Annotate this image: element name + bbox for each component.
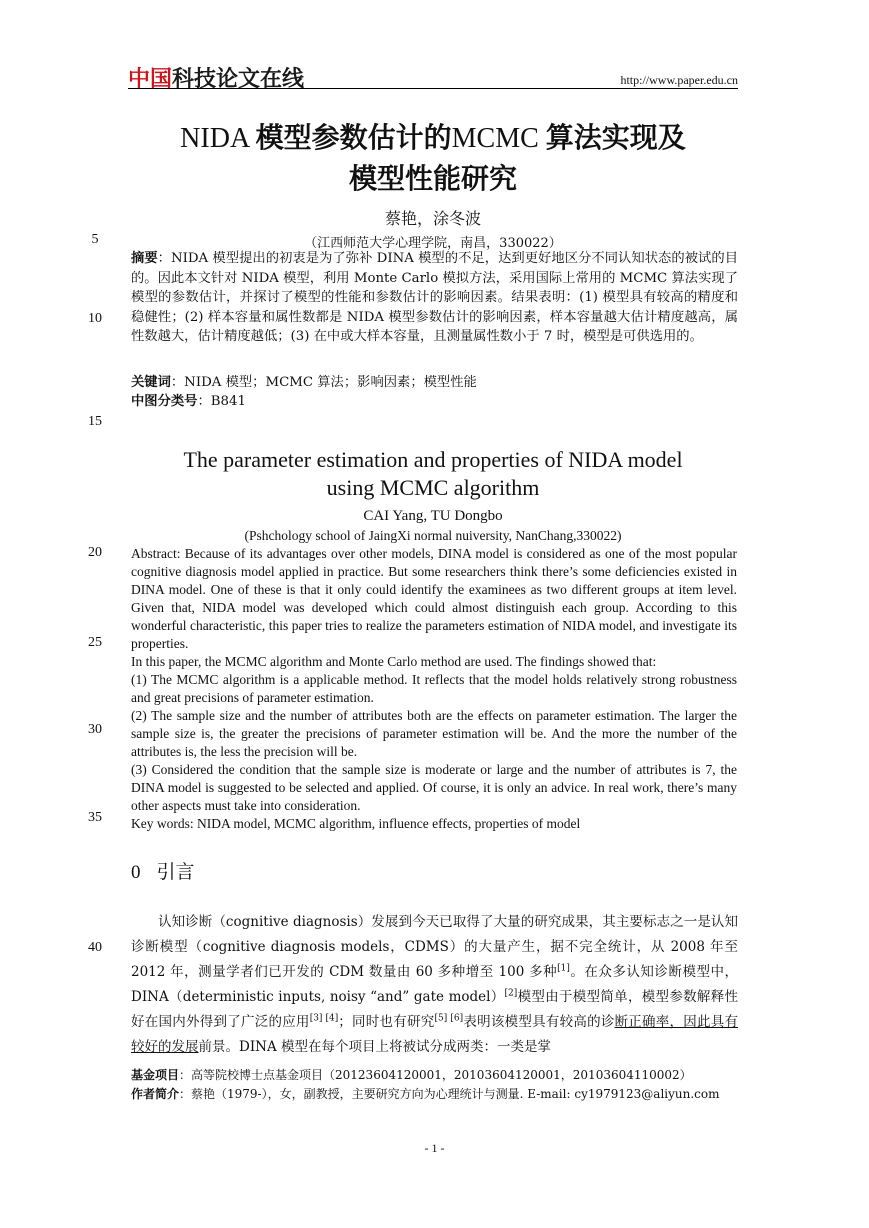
line-number: 10 <box>88 311 102 326</box>
keywords-cn-text: ：NIDA 模型；MCMC 算法；影响因素；模型性能 <box>170 375 477 390</box>
funding-text: ：高等院校博士点基金项目（20123604120001，20103604120001，20103604110002） <box>179 1068 692 1082</box>
section-heading-intro <box>131 857 195 884</box>
body-text: ；同时也有研究 <box>338 1014 435 1030</box>
keywords-cn-label: 关键词 <box>131 375 171 390</box>
footnote-funding <box>131 1066 692 1083</box>
author-info-text: ：蔡艳（1979-），女，副教授，主要研究方向为心理统计与测量. E-mail: cy1979123@aliyun.com <box>179 1087 720 1101</box>
title-cn-part: 算法实现及 <box>545 121 686 154</box>
title-cn-part: MCMC <box>451 123 546 154</box>
body-text: 模型由于模型简单，模型参数解释性好在国内外得到了广泛的应用 <box>131 989 738 1030</box>
footnote-author <box>131 1085 720 1102</box>
affiliation-chinese: （江西师范大学心理学院，南昌，330022） <box>304 236 562 251</box>
body-text: 前景。DINA 模型在每个项目上将被试分成两类：一类是掌 <box>198 1039 552 1055</box>
abstract-english <box>131 545 737 833</box>
line-number: 15 <box>88 414 102 429</box>
title-cn-part: NIDA <box>180 123 256 154</box>
funding-label: 基金项目 <box>131 1068 180 1082</box>
title-english <box>128 446 738 502</box>
classification-label: 中图分类号 <box>131 394 198 409</box>
title-en-line2: using MCMC algorithm <box>326 475 540 500</box>
abstract-cn-text: ：NIDA 模型提出的初衷是为了弥补 DINA 模型的不足，达到更好地区分不同认知状态的被试的目的。因此本文针对 NIDA 模型，利用 Monte Carlo 模拟方法，采用国际上常用的 MCMC 算法实现了模型的参数估计，并探讨了模型的性能和参数估计的影响因素。结果表明：(1) 模型具有较高的精度和稳健性；(2) 样本容量和属性数都是 NIDA 模型参数估计的影响因素，样本容量越大估计精度越高，属性数越大，估计精度越低；(3) 在中或大样本容量，且测量属性数小于 7 时，模型是可供选用的。 <box>131 251 739 344</box>
abstract-en-paragraph: (1) The MCMC algorithm is a applicable method. It reflects that the model holds relatively strong robustness and great precisions of parameter estimation. <box>131 672 737 705</box>
abstract-en-paragraph: (3) Considered the condition that the sample size is moderate or large and the number of attributes is 7, the DINA model is suggested to be selected and applied. Of course, it is only an advice. In real work, there’s many other aspects must take into consideration. <box>131 762 737 813</box>
citation[interactable]: [3] [4] <box>309 1013 339 1024</box>
logo-part-name: 科技论文在线 <box>172 67 305 92</box>
keywords-chinese <box>131 371 477 390</box>
title-chinese <box>128 118 738 199</box>
line-number: 25 <box>88 635 102 650</box>
title-cn-line2: 模型性能研究 <box>348 162 517 195</box>
abstract-cn-label: 摘要 <box>131 251 158 266</box>
author-info-label: 作者简介 <box>131 1087 180 1101</box>
header-rule <box>128 88 738 89</box>
classification-chinese <box>131 390 246 409</box>
section-title: 引言 <box>156 861 195 883</box>
body-text: 认知诊断（cognitive diagnosis）发展到今天已取得了大量的研究成果，其主要标志之一是认知诊断模型（cognitive diagnosis models，CDMS）的大量产生，据不完全统计，从 2008 年至 2012 年，测量学者们已开发的 CDM 数量由 60 多种增至 100 多种 <box>131 914 738 980</box>
classification-text: ：B841 <box>197 394 246 409</box>
citation[interactable]: [2] <box>504 988 518 999</box>
abstract-chinese <box>131 249 738 347</box>
body-text: 表明该模型具有较高的诊 <box>463 1014 615 1030</box>
line-number: 35 <box>88 810 102 825</box>
section-number: 0 <box>131 862 141 883</box>
line-number: 20 <box>88 545 102 560</box>
abstract-en-paragraph: In this paper, the MCMC algorithm and Monte Carlo method are used. The findings showed that: <box>131 654 657 669</box>
authors-chinese: 蔡艳，涂冬波 <box>384 209 481 228</box>
logo-part-china: 中国 <box>128 67 173 92</box>
affiliation-english: (Pshchology school of JaingXi normal nuiversity, NanChang,330022) <box>244 528 622 543</box>
abstract-en-paragraph: Abstract: Because of its advantages over other models, DINA model is considered as one of the most popular cognitive diagnosis model applied in practice. But some researchers think there’s some deficiencies existed in DINA model. One of these is that it only could identify the examinees as two different groups at item level. Given that, NIDA model was developed which could almost distinguish each group. According to this wonderful characteristic, this paper tries to realize the parameters estimation of NIDA model, and investigate its properties. <box>131 546 737 651</box>
citation[interactable]: [5] [6] <box>434 1013 464 1024</box>
title-cn-part: 模型参数估计的 <box>255 121 452 154</box>
keywords-english: Key words: NIDA model, MCMC algorithm, influence effects, properties of model <box>131 816 581 831</box>
page-number: - 1 - <box>424 1141 445 1155</box>
citation[interactable]: [1] <box>557 963 570 974</box>
line-number: 40 <box>88 940 102 955</box>
line-number: 5 <box>91 232 99 247</box>
body-text: 。在众多认知诊断模型中，DINA（deterministic inputs, noisy “and” gate model） <box>131 964 738 1005</box>
abstract-en-paragraph: (2) The sample size and the number of attributes both are the effects on parameter estimation. The larger the sample size is, the greater the precisions of parameter estimation will be. And the more the number of the attributes is, the less the precision will be. <box>131 708 737 759</box>
title-en-line1: The parameter estimation and properties of NIDA model <box>183 447 683 472</box>
line-number: 30 <box>88 722 102 737</box>
body-paragraph <box>131 910 738 1060</box>
header-url[interactable]: http://www.paper.edu.cn <box>620 73 738 87</box>
body-text-underlined: 断正确率，因此具有较好的发展 <box>131 1014 739 1055</box>
authors-english: CAI Yang, TU Dongbo <box>363 508 503 524</box>
